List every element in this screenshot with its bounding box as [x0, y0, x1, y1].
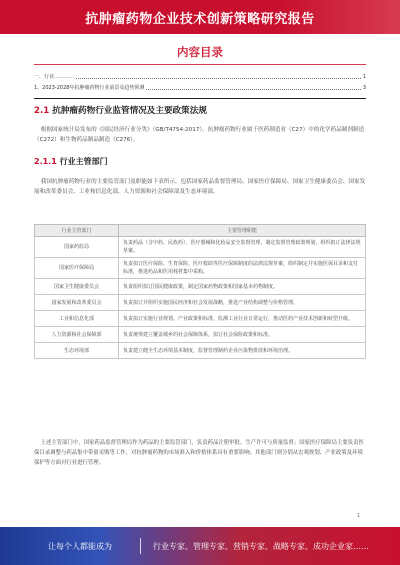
table-row: [35, 258, 366, 279]
agency-duty: 负责统筹建立覆盖城乡的社会保障体系，拟订社会保险政策和标准。: [119, 327, 366, 343]
section-heading: [34, 104, 366, 116]
table-row: [35, 343, 366, 359]
agency-name: 国家卫生健康委员会: [35, 279, 119, 295]
toc-entry[interactable]: [34, 83, 366, 91]
agency-duty: 负责拟订实施行业规划、产业政策和标准，监测工业行业日常运行，推动医药产业技术创新和转型升级。: [119, 311, 366, 327]
report-title: 抗肿瘤药物企业技术创新策略研究报告: [85, 11, 315, 27]
toc-entry-label: 1、2023-2028年抗肿瘤药物行业前景及趋势预测: [34, 85, 145, 91]
regulatory-agencies-table: [34, 224, 366, 359]
agency-duty: 负责组织拟订国民健康政策，制定国家药物政策和国家基本药物制度。: [119, 279, 366, 295]
toc-entry-page: 1: [362, 74, 366, 80]
agency-name: 国家发展和改革委员会: [35, 295, 119, 311]
toc-leader-dots: [146, 89, 360, 90]
page-number: 1: [356, 513, 360, 519]
table-row: [35, 311, 366, 327]
subsection-title: 行业主管部门: [59, 157, 108, 166]
table-row: [35, 237, 366, 258]
agency-name: 国家医疗保障局: [35, 258, 119, 279]
agency-duty: 负责建立健全生态环境基本制度，监督管理制药企业污染物排放和环境治理。: [119, 343, 366, 359]
footer-slogan-right: 行业专家、管理专家、营销专家、战略专家、成功企业家……: [153, 541, 369, 551]
toc-entry-page: 3: [362, 85, 366, 91]
agency-name: 生态环境部: [35, 343, 119, 359]
footer-banner: [0, 527, 400, 565]
footer-divider: [140, 538, 141, 554]
agency-duty: 负责药品（含中药、民族药）、医疗器械和化妆品安全监督管理，制定监督管理政策规划，组织拟订法律法规草案。: [119, 237, 366, 258]
section-title: 抗肿瘤药物行业监管情况及主要政策法规: [52, 106, 207, 116]
agency-name: 工业和信息化部: [35, 311, 119, 327]
table-row: [35, 279, 366, 295]
section-number: 2.1: [34, 106, 50, 116]
subsection-number: 2.1.1: [34, 157, 57, 166]
toc-entry-label: 一、行业…………: [34, 74, 75, 80]
subsection-paragraph: 我国抗肿瘤药物行业的主要监管部门及职能如下表所示，包括国家药品监督管理局、国家医疗保障局、国家卫生健康委员会、国家发展和改革委员会、工业和信息化部、人力资源和社会保障部及生态环境部。: [34, 179, 366, 195]
subsection-heading: [34, 156, 108, 167]
section-divider: [34, 98, 366, 99]
table-header-row: [35, 225, 366, 237]
table-row: [35, 327, 366, 343]
table-header-duty: 主要管理职能: [119, 225, 366, 237]
closing-paragraph: 上述主管部门中，国家药品监督管理局作为药品的主要监管部门，负责药品注册审批、生产许可与质量监督；国家医疗保障局主要负责医保目录调整与药品集中带量采购等工作，对抗肿瘤药物的市场准入和价格体系具有重要影响；其他部门则分别从宏观规划、产业政策及环境保护等方面对行业进行管理。: [34, 440, 364, 466]
agency-duty: 负责拟订医疗保险、生育保险、医疗救助等医疗保障制度的法律法规草案，组织制定并实施医保目录和支付标准，推进药品和医用耗材集中采购。: [119, 258, 366, 279]
agency-name: 人力资源和社会保障部: [35, 327, 119, 343]
report-header: [0, 0, 400, 34]
toc-title: 内容目录: [177, 45, 223, 59]
toc-divider: [34, 64, 366, 65]
toc-leader-dots: [76, 78, 361, 79]
agency-name: 国家药监局: [35, 237, 119, 258]
table-row: [35, 295, 366, 311]
toc-entry[interactable]: [34, 72, 366, 80]
table-header-agency: 行业主管部门: [35, 225, 119, 237]
agency-duty: 负责拟订并组织实施国民经济和社会发展战略，推进产业结构调整与价格管理。: [119, 295, 366, 311]
section-intro-paragraph: 根据国家统计局发布的《国民经济行业分类》（GB/T4754-2017），抗肿瘤药物行业属于医药制造业（C27）中的化学药品制剂制造（C272）和生物药品制品制造（C276）。: [34, 127, 365, 143]
footer-slogan-left: 让每个人都能成为: [48, 541, 112, 551]
